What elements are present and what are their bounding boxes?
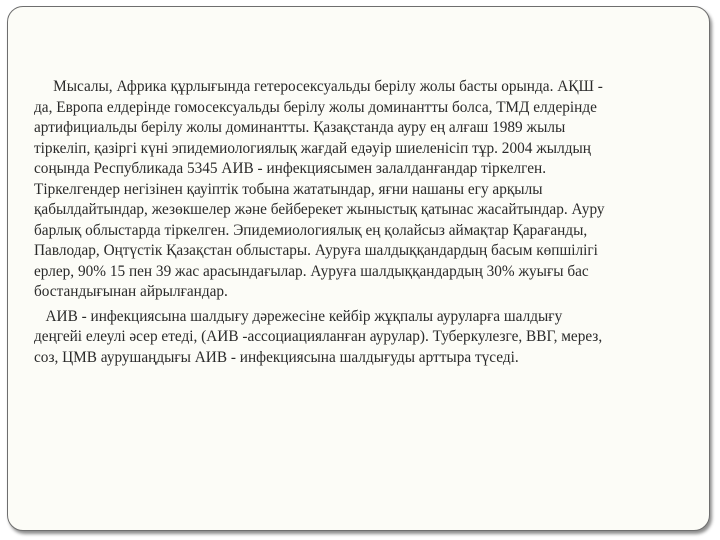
text-line: тіркеліп, қазіргі күні эпидемиологиялық жағдай едәуір шиеленісіп тұр. 2004 жылдың <box>34 139 591 157</box>
text-line: ерлер, 90% 15 пен 39 жас арасындағылар. Ауруға шалдыққандардың 30% жуығы бас <box>34 262 589 280</box>
text-line: Мысалы, Африка құрлығында гетеросексуальды берілу жолы басты орында. АҚШ - <box>34 78 603 95</box>
text-line: деңгейі елеулі әсер етеді, (АИВ -ассоциацияланған аурулар). Туберкулезге, ВВГ, мерез, <box>34 328 603 345</box>
paragraph-associated-diseases <box>34 307 634 369</box>
text-line: бостандығынан айрылғандар. <box>34 283 228 300</box>
text-line: соңында Республикада 5345 АИВ - инфекциясымен залалданғандар тіркелген. <box>34 160 547 177</box>
text-line: соз, ЦМВ аурушаңдығы АИВ - инфекциясына шалдығуды арттыра түседі. <box>34 348 519 366</box>
text-line: Тіркелгендер негізінен қауіптік тобына жататындар, яғни нашаны егу арқылы <box>34 180 543 198</box>
slide-frame <box>7 6 710 531</box>
text-line: Павлодар, Оңтүстік Қазақстан облыстары. Ауруға шалдыққандардың басым көпшілігі <box>34 242 598 259</box>
text-line: барлық облыстарда тіркелген. Эпидемиологиялық ең қолайсыз аймақтар Қарағанды, <box>34 221 588 239</box>
text-line: артифициальды берілу жолы доминантты. Қазақстанда ауру ең алғаш 1989 жылы <box>34 119 566 136</box>
text-line: қабылдайтындар, жезөкшелер және бейберекет жыныстық қатынас жасайтындар. Ауру <box>34 201 605 218</box>
text-line: АИВ - инфекциясына шалдығу дәрежесіне кейбір жұқпалы ауруларға шалдығу <box>34 307 563 325</box>
text-body <box>34 77 634 368</box>
text-line: да, Европа елдерінде гомосексуальды берілу жолы доминантты болса, ТМД елдерінде <box>34 98 597 116</box>
paragraph-aids-epidemiology <box>34 77 634 303</box>
